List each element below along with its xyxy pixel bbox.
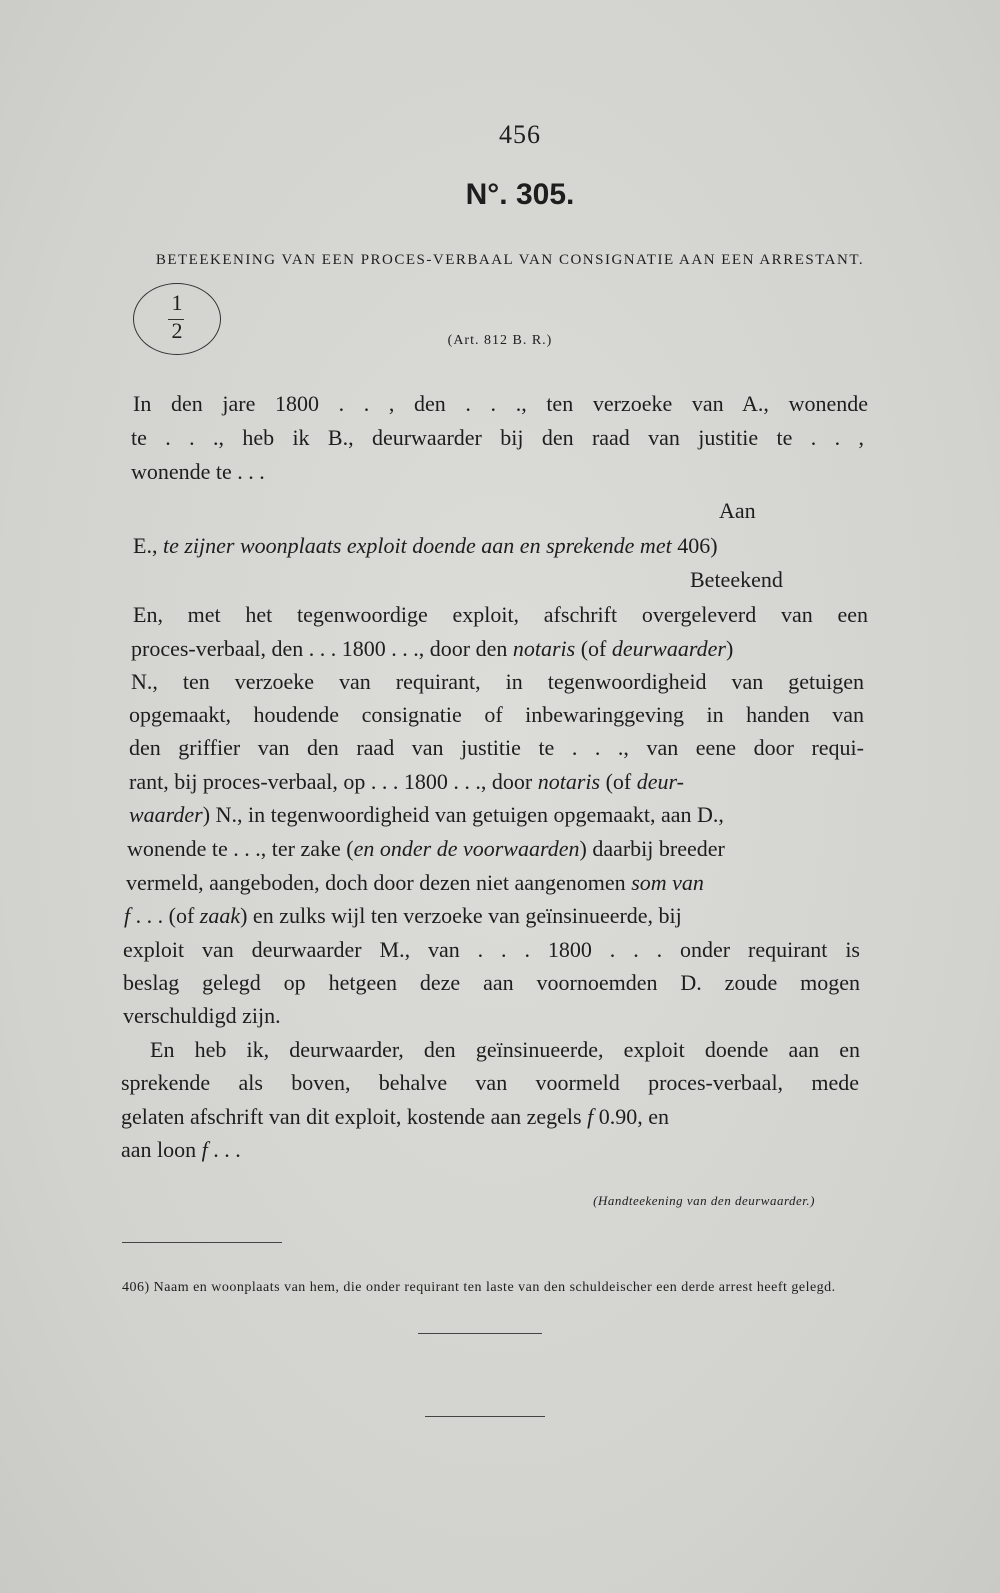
text-run: ) daarbij breeder: [579, 836, 725, 861]
article-reference: (Art. 812 B. R.): [447, 333, 553, 348]
text-line: verschuldigd zijn.: [123, 1003, 281, 1028]
text-line: [133, 529, 870, 563]
end-rule: [418, 1333, 542, 1334]
stamp-numerator: 1: [171, 290, 183, 315]
text-run: E.,: [133, 533, 163, 558]
text-run: rant, bij proces-verbaal, op . . . 1800 . . ., door: [129, 769, 538, 794]
text-line: [121, 1133, 241, 1167]
text-run: . . . (of: [130, 903, 200, 928]
stamp-denominator: 2: [171, 318, 183, 343]
text-run: ) en zulks wijl ten verzoeke van geïnsinueerde, bij: [240, 903, 682, 928]
italic-run: f: [201, 1137, 208, 1162]
page-number: 456: [499, 120, 541, 149]
text-run: . . .: [207, 1137, 241, 1162]
document-number: N°. 305.: [465, 178, 575, 211]
end-rule: [425, 1416, 545, 1417]
text-run: ): [725, 636, 734, 661]
footnote-divider: [122, 1242, 282, 1243]
text-line: te . . ., heb ik B., deurwaarder bij den raad van justitie te . . ,: [131, 425, 864, 450]
text-run: ) N., in tegenwoordigheid van getuigen opgemaakt, aan D.,: [202, 802, 724, 827]
footnote-ref: 406): [671, 533, 718, 558]
text-run: proces-verbaal, den . . . 1800 . . ., door den: [131, 636, 513, 661]
italic-run: f: [124, 903, 131, 928]
italic-run: deurwaarder: [611, 636, 726, 661]
text-run: (of: [600, 769, 637, 794]
footnote: 406) Naam en woonplaats van hem, die onder requirant ten laste van den schuldeischer een derde arrest heeft gelegd.: [122, 1280, 836, 1295]
text-line: En, met het tegenwoordige exploit, afschrift overgeleverd van een: [133, 602, 868, 627]
text-line: beslag gelegd op hetgeen deze aan voornoemden D. zoude mogen: [123, 970, 860, 995]
text-line: [127, 832, 864, 866]
italic-run: notaris: [512, 636, 576, 661]
text-line: [126, 866, 863, 900]
italic-run: f: [587, 1104, 594, 1129]
text-run: aan loon: [121, 1137, 202, 1162]
text-run: wonende te . . ., ter zake (: [127, 836, 354, 861]
text-line: den griffier van den raad van justitie te . . ., van eene door requi-: [129, 735, 864, 760]
italic-run: deur-: [636, 769, 684, 794]
text-line: [124, 899, 861, 933]
italic-run: te zijner woonplaats exploit doende aan en sprekende met: [162, 533, 672, 558]
italic-run: waarder: [129, 802, 203, 827]
text-line: In den jare 1800 . . , den . . ., ten verzoeke van A., wonende: [133, 391, 868, 416]
text-line: [121, 1100, 859, 1134]
text-line: wonende te . . .: [131, 459, 265, 484]
text-line: opgemaakt, houdende consignatie of inbewaringgeving in handen van: [129, 702, 864, 727]
text-line: En heb ik, deurwaarder, den geïnsinueerde, exploit doende aan en: [150, 1037, 860, 1062]
beteekend-heading: Beteekend: [690, 567, 783, 592]
text-run: gelaten afschrift van dit exploit, kostende aan zegels: [121, 1104, 588, 1129]
text-line: N., ten verzoeke van requirant, in tegenwoordigheid van getuigen: [131, 669, 864, 694]
document-title: BETEEKENING VAN EEN PROCES-VERBAAL VAN CONSIGNATIE AAN EEN ARRESTANT.: [155, 252, 865, 268]
text-line: [129, 798, 866, 832]
text-line: exploit van deurwaarder M., van . . . 1800 . . . onder requirant is: [123, 937, 860, 962]
italic-run: notaris: [537, 769, 601, 794]
text-line: [131, 632, 868, 666]
italic-run: zaak: [199, 903, 241, 928]
text-line: sprekende als boven, behalve van voormeld proces-verbaal, mede: [121, 1070, 859, 1095]
italic-run: en onder de voorwaarden: [353, 836, 580, 861]
text-run: (of: [575, 636, 612, 661]
text-run: 0.90, en: [593, 1104, 669, 1129]
aan-heading: Aan: [719, 498, 756, 523]
text-run: vermeld, aangeboden, doch door dezen niet aangenomen: [126, 870, 632, 895]
italic-run: som van: [631, 870, 704, 895]
text-line: [129, 765, 866, 799]
signature-note: (Handteekening van den deurwaarder.): [593, 1193, 815, 1208]
